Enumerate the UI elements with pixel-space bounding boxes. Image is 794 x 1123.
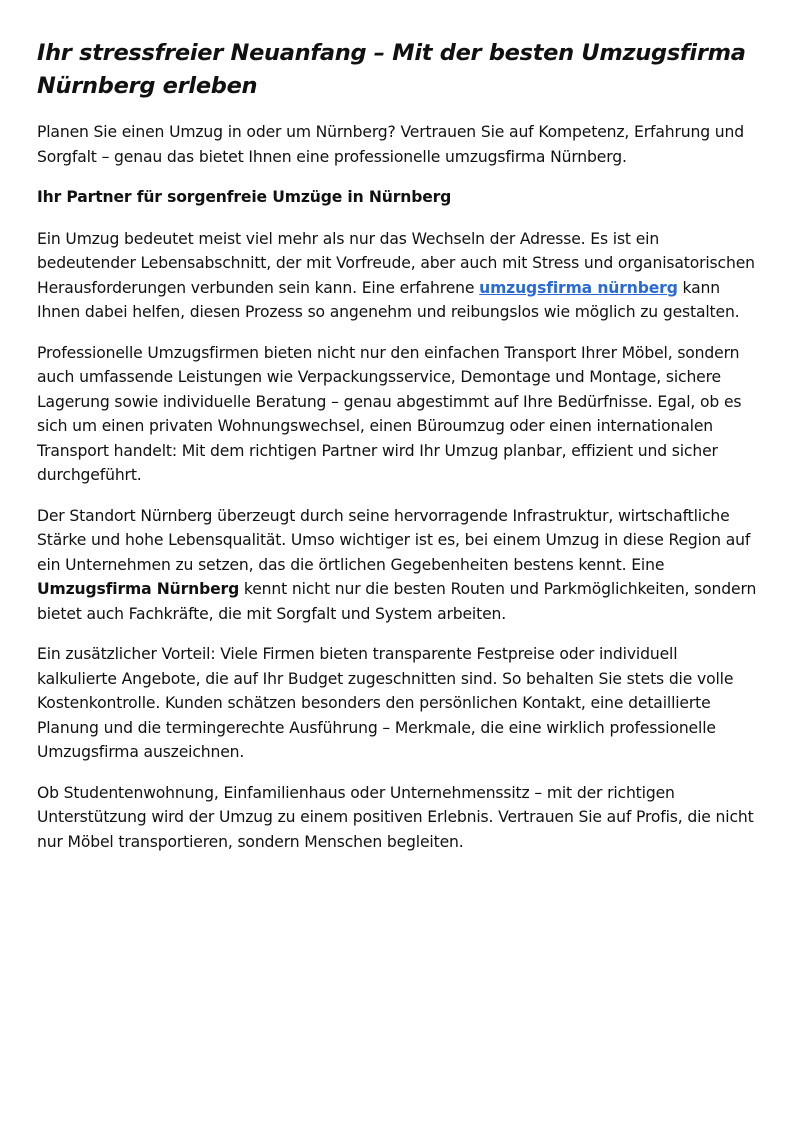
umzugsfirma-link[interactable]: umzugsfirma nürnberg [479, 278, 678, 297]
paragraph-5: Ob Studentenwohnung, Einfamilienhaus oder Unternehmenssitz – mit der richtigen Unterstützung wird der Umzug zu einem positiven Erlebnis. Vertrauen Sie auf Profis, die nicht nur Möbel transportieren, sondern Menschen begleiten. [37, 783, 754, 851]
paragraph-2: Professionelle Umzugsfirmen bieten nicht nur den einfachen Transport Ihrer Möbel, sondern auch umfassende Leistungen wie Verpackungsservice, Demontage und Montage, sichere Lagerung sowie individuelle Beratung – genau abgestimmt auf Ihre Bedürfnisse. Egal, ob es sich um einen privaten Wohnungswechsel, einen Büroumzug oder einen internationalen Transport handelt: Mit dem richtigen Partner wird Ihr Umzug planbar, effizient und sicher durchgeführt. [37, 343, 742, 484]
section-subheading: Ihr Partner für sorgenfreie Umzüge in Nürnberg [37, 188, 452, 206]
paragraph-3-text-end: kennt nicht nur die besten Routen und Parkmöglichkeiten, sondern bietet auch Fachkräfte, die mit Sorgfalt und System arbeiten. [37, 580, 757, 623]
paragraph-1-text-start: Ein Umzug bedeutet meist viel mehr als nur das Wechseln der Adresse. Es ist ein bedeutender Lebensabschnitt, der mit Vorfreude, aber auch mit Stress und organisatorischen Herausforderungen verbunden sein kann. Eine erfahrene [37, 229, 755, 297]
intro-paragraph: Planen Sie einen Umzug in oder um Nürnberg? Vertrauen Sie auf Kompetenz, Erfahrung und Sorgfalt – genau das bietet Ihnen eine professionelle umzugsfirma Nürnberg. [37, 123, 744, 166]
paragraph-1 [37, 227, 759, 325]
paragraph-3-bold-keyword: Umzugsfirma Nürnberg [37, 580, 240, 598]
paragraph-3-text-start: Der Standort Nürnberg überzeugt durch seine hervorragende Infrastruktur, wirtschaftliche Stärke und hohe Lebensqualität. Umso wichtiger ist es, bei einem Umzug in diese Region auf ein Unternehmen zu setzen, das die örtlichen Gegebenheiten bestens kennt. Eine [37, 506, 751, 574]
paragraph-1-text-end: kann Ihnen dabei helfen, diesen Prozess so angenehm und reibungslos wie möglich zu gestalten. [37, 278, 740, 321]
paragraph-3 [37, 504, 759, 627]
page-title: Ihr stressfreier Neuanfang – Mit der besten Umzugsfirma Nürnberg erleben [37, 40, 746, 99]
document-page [37, 37, 759, 870]
paragraph-4: Ein zusätzlicher Vorteil: Viele Firmen bieten transparente Festpreise oder individuell kalkulierte Angebote, die auf Ihr Budget zugeschnitten sind. So behalten Sie stets die volle Kostenkontrolle. Kunden schätzen besonders den persönlichen Kontakt, eine detaillierte Planung und die termingerechte Ausführung – Merkmale, die eine wirklich professionelle Umzugsfirma auszeichnen. [37, 645, 734, 761]
